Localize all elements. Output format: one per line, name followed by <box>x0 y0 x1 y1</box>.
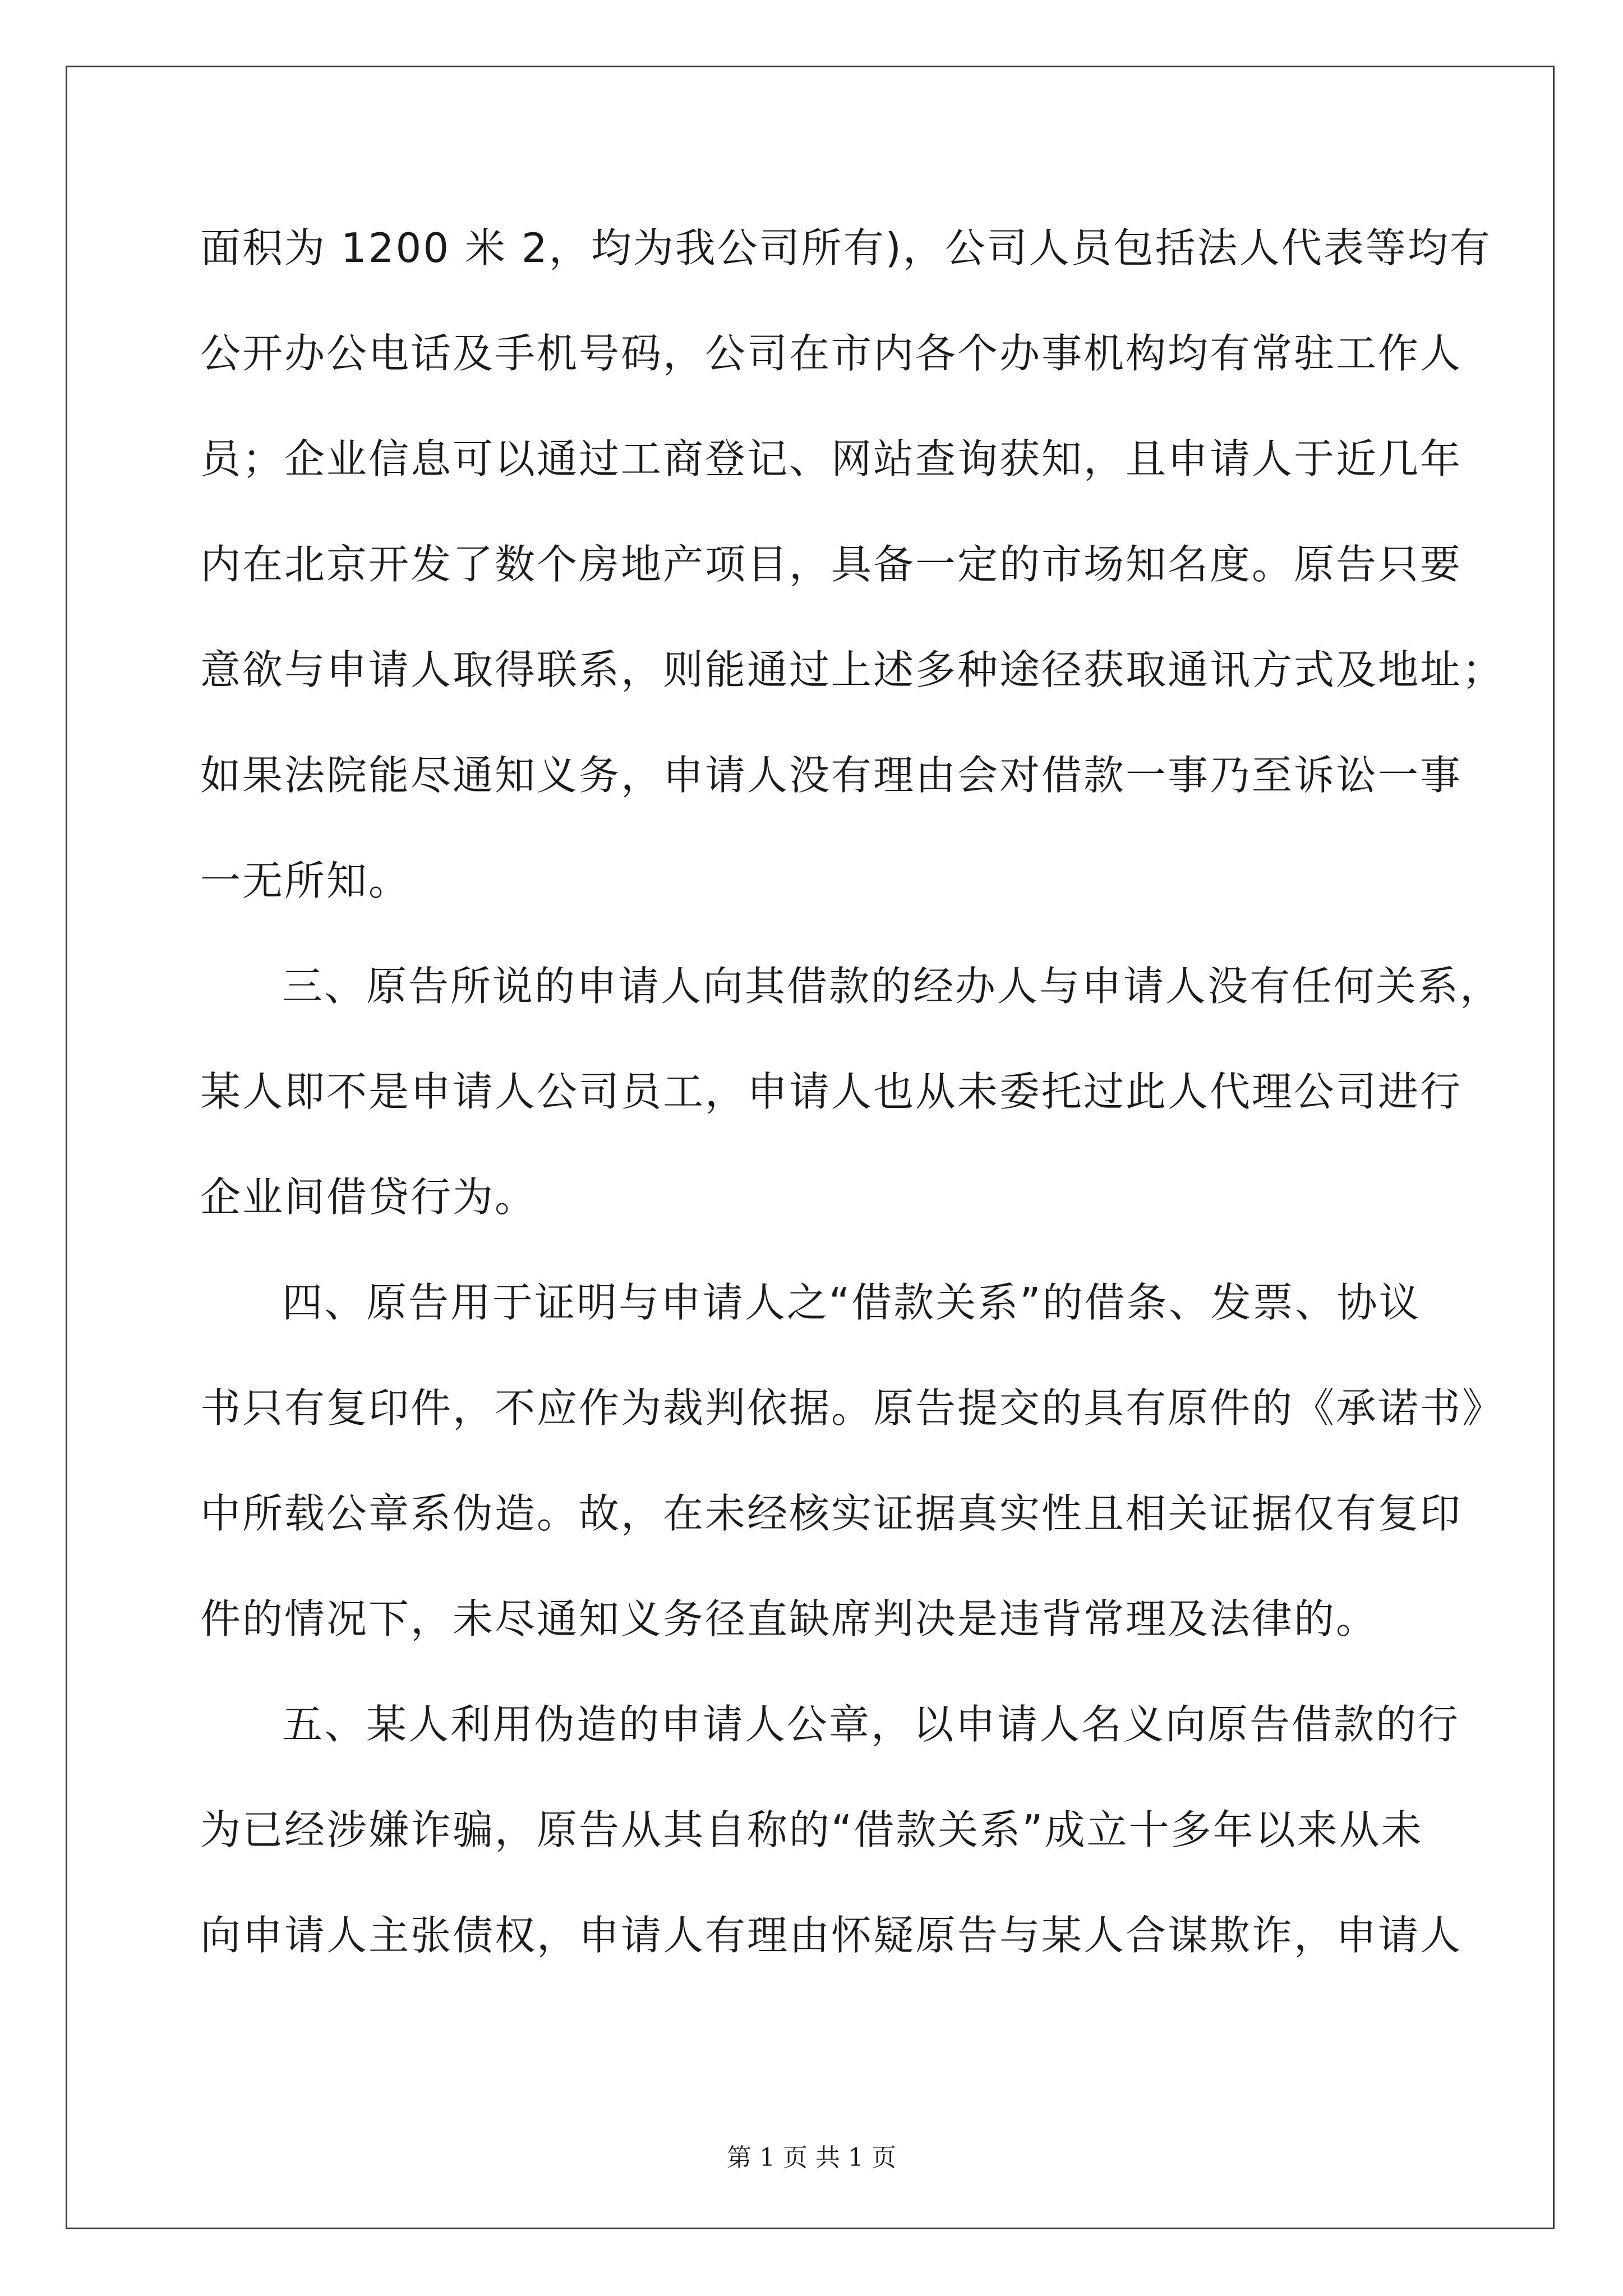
text-line: 员；企业信息可以通过工商登记、网站查询获知，且申请人于近几年 <box>200 435 1463 482</box>
text-line: 件的情况下，未尽通知义务径直缺席判决是违背常理及法律的。 <box>200 1595 1378 1642</box>
text-line: 意欲与申请人取得联系，则能通过上述多种途径获取通讯方式及地址； <box>200 646 1505 693</box>
text-line: 书只有复印件，不应作为裁判依据。原告提交的具有原件的《承诺书》 <box>200 1384 1505 1432</box>
text-line: 向申请人主张债权，申请人有理由怀疑原告与某人合谋欺诈，申请人 <box>200 1912 1463 1959</box>
text-line: 如果法院能尽通知义务，申请人没有理由会对借款一事乃至诉讼一事 <box>200 752 1463 799</box>
text-line: 一无所知。 <box>200 857 411 904</box>
text-line: 内在北京开发了数个房地产项目，具备一定的市场知名度。原告只要 <box>200 541 1463 588</box>
text-line: 某人即不是申请人公司员工，申请人也从未委托过此人代理公司进行 <box>200 1068 1463 1115</box>
page-number-footer: 第 1 页 共 1 页 <box>727 2143 896 2172</box>
text-line: 企业间借贷行为。 <box>200 1174 537 1221</box>
text-line: 为已经涉嫌诈骗，原告从其自称的“借款关系”成立十多年以来从未 <box>200 1806 1423 1853</box>
document-body <box>200 214 1505 2007</box>
text-line: 公开办公电话及手机号码，公司在市内各个办事机构均有常驻工作人 <box>200 330 1463 377</box>
paragraph-four-start: 四、原告用于证明与申请人之“借款关系”的借条、发票、协议 <box>282 1279 1421 1326</box>
paragraph-three-start: 三、原告所说的申请人向其借款的经办人与申请人没有任何关系， <box>282 963 1502 1010</box>
text-line: 面积为 1200 米 2，均为我公司所有)，公司人员包括法人代表等均有 <box>200 224 1492 272</box>
text-line: 中所载公章系伪造。故，在未经核实证据真实性且相关证据仅有复印 <box>200 1490 1463 1537</box>
paragraph-five-start: 五、某人利用伪造的申请人公章，以申请人名义向原告借款的行 <box>282 1701 1460 1748</box>
